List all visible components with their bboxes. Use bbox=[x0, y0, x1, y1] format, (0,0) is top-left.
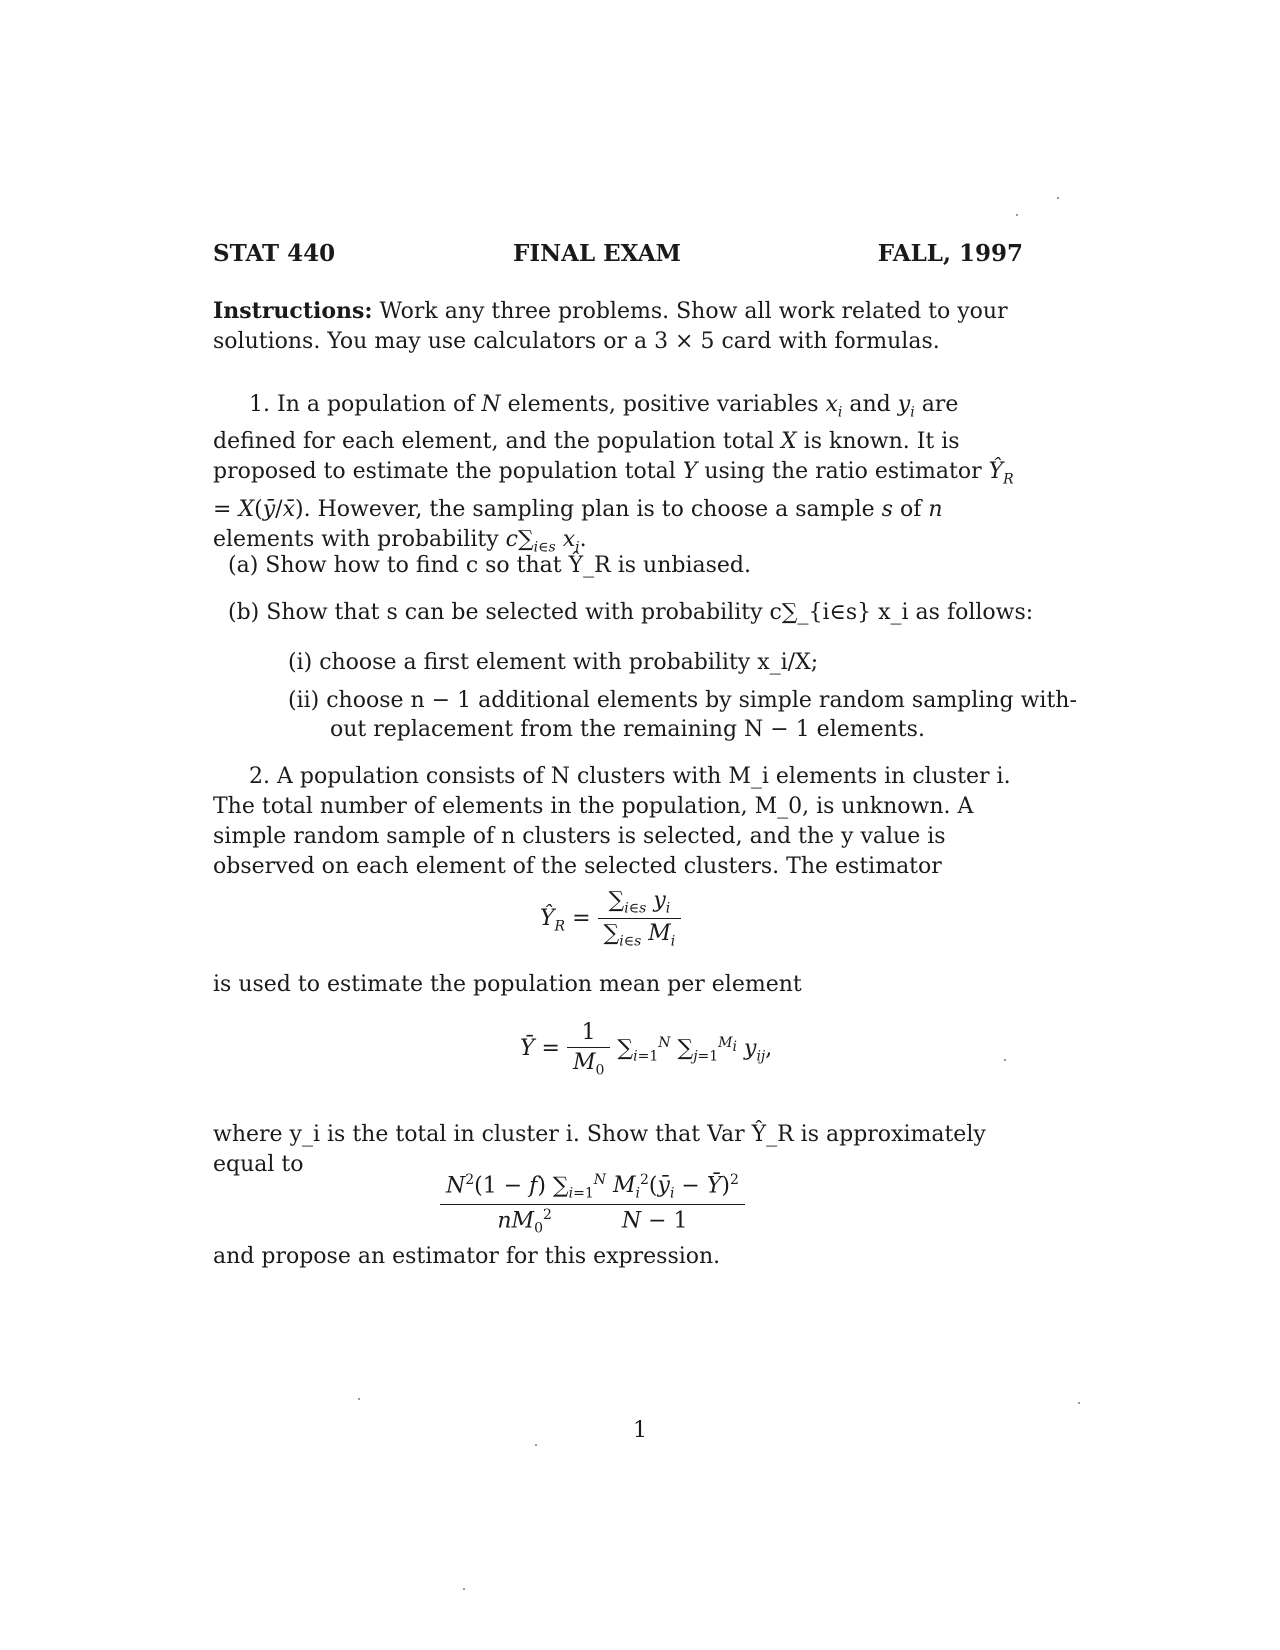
exam-title: FINAL EXAM bbox=[513, 240, 681, 267]
problem-2-closing: and propose an estimator for this expression. bbox=[213, 1244, 721, 1269]
problem-2-number: 2. bbox=[249, 764, 270, 789]
speck bbox=[463, 1588, 465, 1590]
problem-1-text-e: is known. It is proposed to estimate the population total bbox=[213, 429, 960, 485]
variance-fraction: $\frac{N^2(1 - f) \sum_{i=1}^N M_i^2(ȳ_i - Ȳ)^2}{nM_0^2 N - 1}$ bbox=[440, 1172, 745, 1236]
exam-term: FALL, 1997 bbox=[877, 240, 1023, 267]
population-mean-equation: Ȳ = $\frac{1}{M_0}$ $\sum_{i=1}^N$ $\sum_{j=1}^{M_i}$ $y_{ij}$, bbox=[520, 1020, 773, 1079]
instructions-label: Instructions: bbox=[213, 298, 373, 324]
problem-1-text-b: elements, positive variables bbox=[507, 392, 819, 417]
part-b-text: Show that s can be selected with probability c∑_{i∈s} x_i as follows: bbox=[266, 600, 1034, 625]
speck bbox=[535, 1444, 537, 1446]
problem-1-sub-ii-line2: out replacement from the remaining N − 1 elements. bbox=[330, 717, 925, 742]
speck bbox=[358, 1398, 360, 1400]
speck bbox=[1004, 1059, 1006, 1061]
instructions bbox=[213, 296, 1033, 357]
problem-2-mid-text: is used to estimate the population mean per element bbox=[213, 972, 802, 997]
estimator-fraction: $\frac{\sum_{i\in s} y_i}{\sum_{i\in s} M_i}$ bbox=[598, 888, 682, 950]
speck bbox=[1057, 197, 1059, 199]
page-number: 1 bbox=[633, 1418, 647, 1443]
problem-1-text-d: are defined for each element, and the population total bbox=[213, 392, 959, 455]
problem-2-statement bbox=[213, 762, 1033, 882]
speck bbox=[1078, 1402, 1080, 1404]
instructions-text: Work any three problems. Show all work related to your solutions. You may use calculators or a 3 × 5 card with formulas. bbox=[213, 299, 1008, 354]
problem-1-statement: 1. In a population of N elements, positive variables $x_i$ and $y_i$ are defined for each element, and the population total X is known. It is proposed to estimate the population total Y using the ratio estimator $Ŷ_R$ = X(ȳ/x̄). However, the sampling plan is to choose a sample s of n elements with probability $c\sum_{i\in s}$ $x_i$. bbox=[213, 392, 1014, 556]
problem-1-sub-ii-line1: (ii) choose n − 1 additional elements by simple random sampling with- bbox=[288, 688, 1077, 713]
exam-header bbox=[213, 240, 1023, 270]
part-b-label: (b) bbox=[228, 600, 260, 625]
problem-1-text-c: and bbox=[849, 392, 891, 417]
problem-1-text-f: using the ratio estimator bbox=[704, 459, 982, 485]
problem-1-text-h: of bbox=[899, 496, 922, 522]
problem-1-part-a: (a) Show how to find c so that Ŷ_R is unbiased. bbox=[228, 553, 751, 578]
problem-1-text-g: However, the sampling plan is to choose a sample bbox=[317, 496, 875, 522]
problem-1-text-i: elements with probability bbox=[213, 526, 499, 552]
problem-1-text-a: In a population of bbox=[277, 392, 475, 417]
problem-2-where-text: where y_i is the total in cluster i. Show that Var Ŷ_R is approximately equal to bbox=[213, 1122, 986, 1177]
problem-1-sub-i: (i) choose a first element with probability x_i/X; bbox=[288, 650, 819, 675]
problem-2-intro: A population consists of N clusters with M_i elements in cluster i. The total number of elements in the population, M_0, is unknown. A simple random sample of n clusters is selected, and the y value is observed on each element of the selected clusters. The estimator bbox=[213, 764, 1011, 879]
problem-1-part-b bbox=[228, 598, 1033, 628]
estimator-equation: $Ŷ_R$ = $\frac{\sum_{i\in s} y_i}{\sum_{i\in s} M_i}$ bbox=[540, 888, 681, 950]
variance-equation bbox=[440, 1172, 745, 1236]
speck bbox=[1016, 214, 1018, 216]
course-title: STAT 440 bbox=[213, 240, 336, 267]
problem-1-number: 1. bbox=[249, 392, 270, 417]
one-over-m0: $\frac{1}{M_0}$ bbox=[567, 1020, 610, 1078]
